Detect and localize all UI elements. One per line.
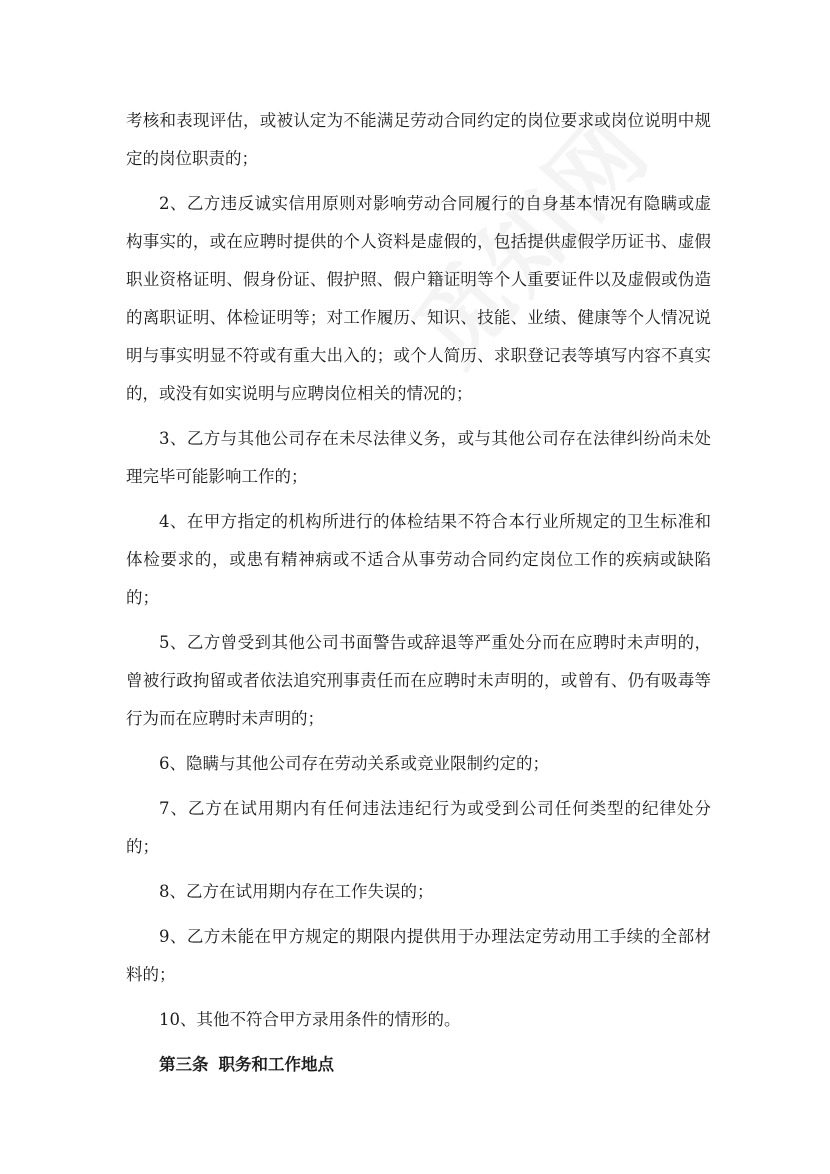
heading-title: 职务和工作地点: [218, 1055, 334, 1074]
paragraph-item-9: 9、乙方未能在甲方规定的期限内提供用于办理法定劳动用工手续的全部材料的；: [126, 927, 711, 984]
heading-article-number: 第三条: [159, 1055, 209, 1074]
section-heading: [126, 1046, 711, 1084]
paragraph-item-8: 8、乙方在试用期内存在工作失误的；: [159, 882, 434, 901]
paragraph-item-3: 3、乙方与其他公司存在未尽法律义务，或与其他公司存在法律纠纷尚未处理完毕可能影响工作的；: [126, 429, 711, 486]
paragraph-continuation: 考核和表现评估，或被认定为不能满足劳动合同约定的岗位要求或岗位说明中规定的岗位职责的；: [126, 111, 711, 168]
paragraph-item-6: 6、隐瞒与其他公司存在劳动关系或竞业限制约定的；: [159, 754, 549, 773]
paragraph-item-10: 10、其他不符合甲方录用条件的情形的。: [159, 1010, 461, 1029]
document-body: [126, 102, 711, 1084]
paragraph-item-2: 2、乙方违反诚实信用原则对影响劳动合同履行的自身基本情况有隐瞒或虚构事实的，或在应聘时提供的个人资料是虚假的，包括提供虚假学历证书、虚假职业资格证明、假身份证、假护照、假户籍证明等个人重要证件以及虚假或伪造的离职证明、体检证明等；对工作履历、知识、技能、业绩、健康等个人情况说明与事实明显不符或有重大出入的；或个人简历、求职登记表等填写内容不真实的，或没有如实说明与应聘岗位相关的情况的；: [126, 194, 711, 403]
paragraph-item-4: 4、在甲方指定的机构所进行的体检结果不符合本行业所规定的卫生标准和体检要求的，或患有精神病或不适合从事劳动合同约定岗位工作的疾病或缺陷的；: [126, 512, 711, 607]
paragraph-item-5: 5、乙方曾受到其他公司书面警告或辞退等严重处分而在应聘时未声明的，曾被行政拘留或者依法追究刑事责任而在应聘时未声明的，或曾有、仍有吸毒等行为而在应聘时未声明的；: [126, 633, 711, 728]
paragraph-item-7: 7、乙方在试用期内有任何违法违纪行为或受到公司任何类型的纪律处分的；: [126, 799, 711, 856]
